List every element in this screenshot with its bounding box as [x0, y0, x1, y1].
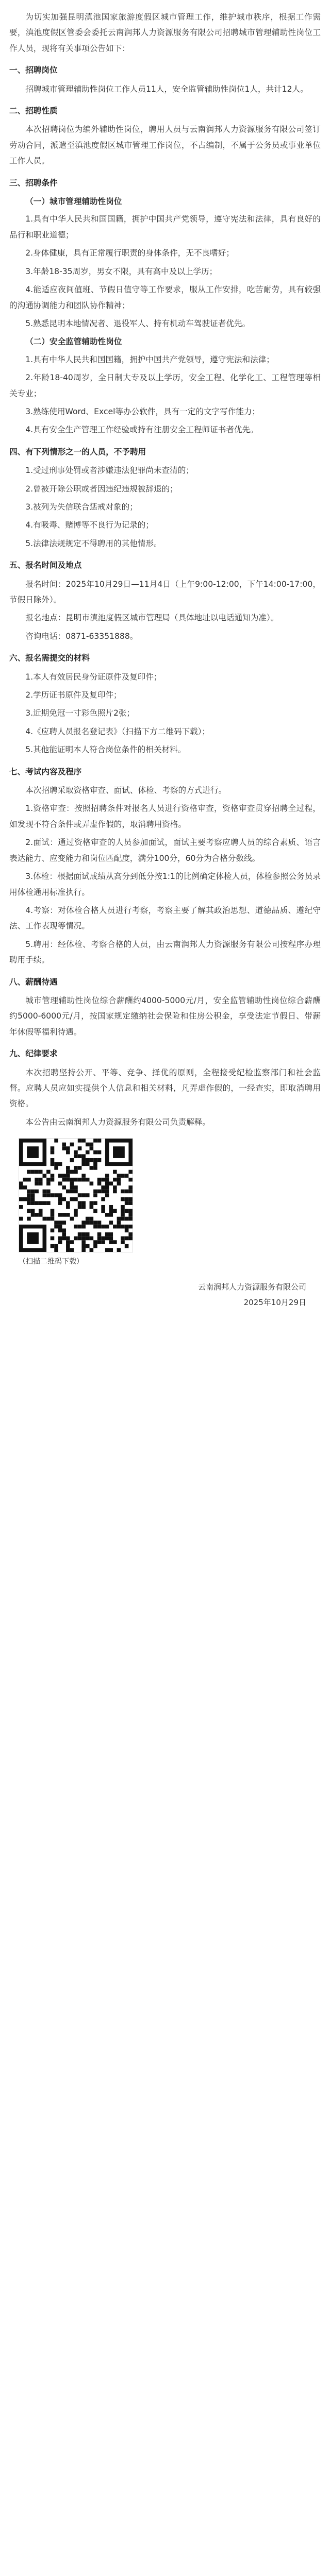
section-paragraph: 本公告由云南润邦人力资源服务有限公司负责解释。 [25, 1117, 210, 1127]
section-paragraph: 4.《应聘人员报名登记表》（扫描下方二维码下载）； [25, 726, 210, 736]
section-paragraph: 5.法律法规规定不得聘用的其他情形。 [25, 538, 162, 548]
section-paragraph: 2.面试：通过资格审查的人员参加面试，面试主要考察应聘人员的综合素质、语言表达能力、应变能力和岗位匹配度，满分100分，60分为合格分数线。 [9, 838, 321, 863]
qr-caption: （扫描二维码下载） [19, 1258, 84, 1266]
section-heading: 九、纪律要求 [9, 1049, 58, 1059]
section-paragraph: 1.资格审查：按照招聘条件对报名人员进行资格审查，资格审查贯穿招聘全过程，如发现不符合条件或弄虚作假的，取消聘用资格。 [9, 804, 321, 829]
section-paragraph: 5.聘用：经体检、考察合格的人员，由云南润邦人力资源服务有限公司按程序办理聘用手续。 [9, 939, 321, 965]
subsection-paragraph: 4.能适应夜间值班、节假日值守等工作要求，服从工作安排，吃苦耐劳，具有较强的沟通协调能力和团队协作精神； [9, 285, 321, 310]
section-paragraph: 1.本人有效居民身份证原件及复印件； [25, 672, 162, 682]
signature-block [9, 1279, 321, 1310]
section-paragraph: 本次招聘坚持公开、平等、竞争、择优的原则，全程接受纪检监察部门和社会监督。应聘人员应如实提供个人信息和相关材料，凡弄虚作假的，一经查实，即取消聘用资格。 [9, 1067, 321, 1109]
section-paragraph: 2.曾被开除公职或者因违纪违规被辞退的； [25, 484, 178, 494]
section-paragraph: 2.学历证书原件及复印件； [25, 690, 122, 700]
section-paragraph: 4.考察：对体检合格人员进行考察，考察主要了解其政治思想、道德品质、遵纪守法、工作表现等情况。 [9, 905, 321, 931]
subsection-paragraph: 3.年龄18-35周岁，男女不限，具有高中及以上学历； [25, 266, 218, 276]
section-paragraph: 1.受过刑事处罚或者涉嫌违法犯罪尚未查清的； [25, 466, 194, 476]
subsection-title: （一）城市管理辅助性岗位 [25, 197, 122, 207]
qr-code-image[interactable] [19, 1138, 133, 1252]
qr-code-graphic [19, 1139, 133, 1252]
section-paragraph: 3.体检：根据面试成绩从高分到低分按1:1的比例确定体检人员，体检参照公务员录用体检通用标准执行。 [9, 872, 321, 897]
subsection-paragraph: 2.身体健康，具有正常履行职责的身体条件，无不良嗜好； [25, 248, 234, 258]
section-paragraph: 5.其他能证明本人符合岗位条件的相关材料。 [25, 745, 186, 755]
section-heading: 三、招聘条件 [9, 178, 58, 188]
section-paragraph: 咨询电话：0871-63351888。 [25, 631, 138, 641]
section-paragraph: 4.有吸毒、赌博等不良行为记录的； [25, 520, 154, 530]
signature-org: 云南润邦人力资源服务有限公司 [197, 1282, 306, 1292]
sections-container [9, 62, 321, 1130]
section-heading: 四、有下列情形之一的人员，不予聘用 [9, 447, 146, 456]
section-heading: 八、薪酬待遇 [9, 977, 58, 987]
subsection-paragraph: 4.具有安全生产管理工作经验或持有注册安全工程师证书者优先。 [25, 425, 258, 435]
announcement-body [9, 9, 321, 1130]
subsection-paragraph: 5.熟悉昆明本地情况者、退役军人、持有机动车驾驶证者优先。 [25, 318, 251, 328]
section-paragraph: 3.近期免冠一寸彩色照片2张； [25, 708, 135, 718]
subsection-paragraph: 2.年龄18-40周岁，全日制大专及以上学历，安全工程、化学化工、工程管理等相关专业； [9, 373, 321, 398]
subsection-paragraph: 1.具有中华人民共和国国籍，拥护中国共产党领导，遵守宪法和法律； [25, 354, 274, 364]
section-heading: 一、招聘岗位 [9, 65, 58, 75]
section-heading: 二、招聘性质 [9, 106, 58, 116]
subsection-paragraph: 1.具有中华人民共和国国籍，拥护中国共产党领导，遵守宪法和法律，具有良好的品行和职业道德； [9, 214, 321, 240]
signature-date: 2025年10月29日 [243, 1298, 306, 1308]
section-paragraph: 报名地点：昆明市滇池度假区城市管理局（具体地址以电话通知为准）。 [25, 613, 279, 623]
section-heading: 五、报名时间及地点 [9, 561, 82, 570]
section-paragraph: 本次招聘岗位为编外辅助性岗位，聘用人员与云南润邦人力资源服务有限公司签订劳动合同，派遣至滇池度假区城市管理工作岗位，不占编制，不属于公务员或事业单位工作人员。 [9, 125, 321, 166]
subsection-paragraph: 3.熟练使用Word、Excel等办公软件，具有一定的文字写作能力； [25, 406, 260, 416]
section-paragraph: 本次招聘采取资格审查、面试、体检、考察的方式进行。 [25, 786, 227, 795]
section-heading: 六、报名需提交的材料 [9, 653, 90, 663]
subsection-title: （二）安全监管辅助性岗位 [25, 337, 122, 347]
section-paragraph: 报名时间：2025年10月29日—11月4日（上午9:00-12:00，下午14:00-17:00，节假日除外）。 [9, 579, 321, 604]
intro-paragraph: 为切实加强昆明滇池国家旅游度假区城市管理工作，维护城市秩序，根据工作需要，滇池度假区管委会委托云南润邦人力资源服务有限公司招聘城市管理辅助性岗位工作人员，现将有关事项公告如下： [9, 12, 321, 53]
section-heading: 七、考试内容及程序 [9, 767, 82, 776]
section-paragraph: 城市管理辅助性岗位综合薪酬约4000-5000元/月，安全监管辅助性岗位综合薪酬约5000-6000元/月，按国家规定缴纳社会保险和住房公积金，享受法定节假日、带薪年休假等福利待遇。 [9, 995, 321, 1037]
section-paragraph: 招聘城市管理辅助性岗位工作人员11人，安全监管辅助性岗位1人，共计12人。 [25, 84, 308, 94]
section-paragraph: 3.被列为失信联合惩戒对象的； [25, 502, 138, 512]
qr-code-block [9, 1138, 321, 1252]
